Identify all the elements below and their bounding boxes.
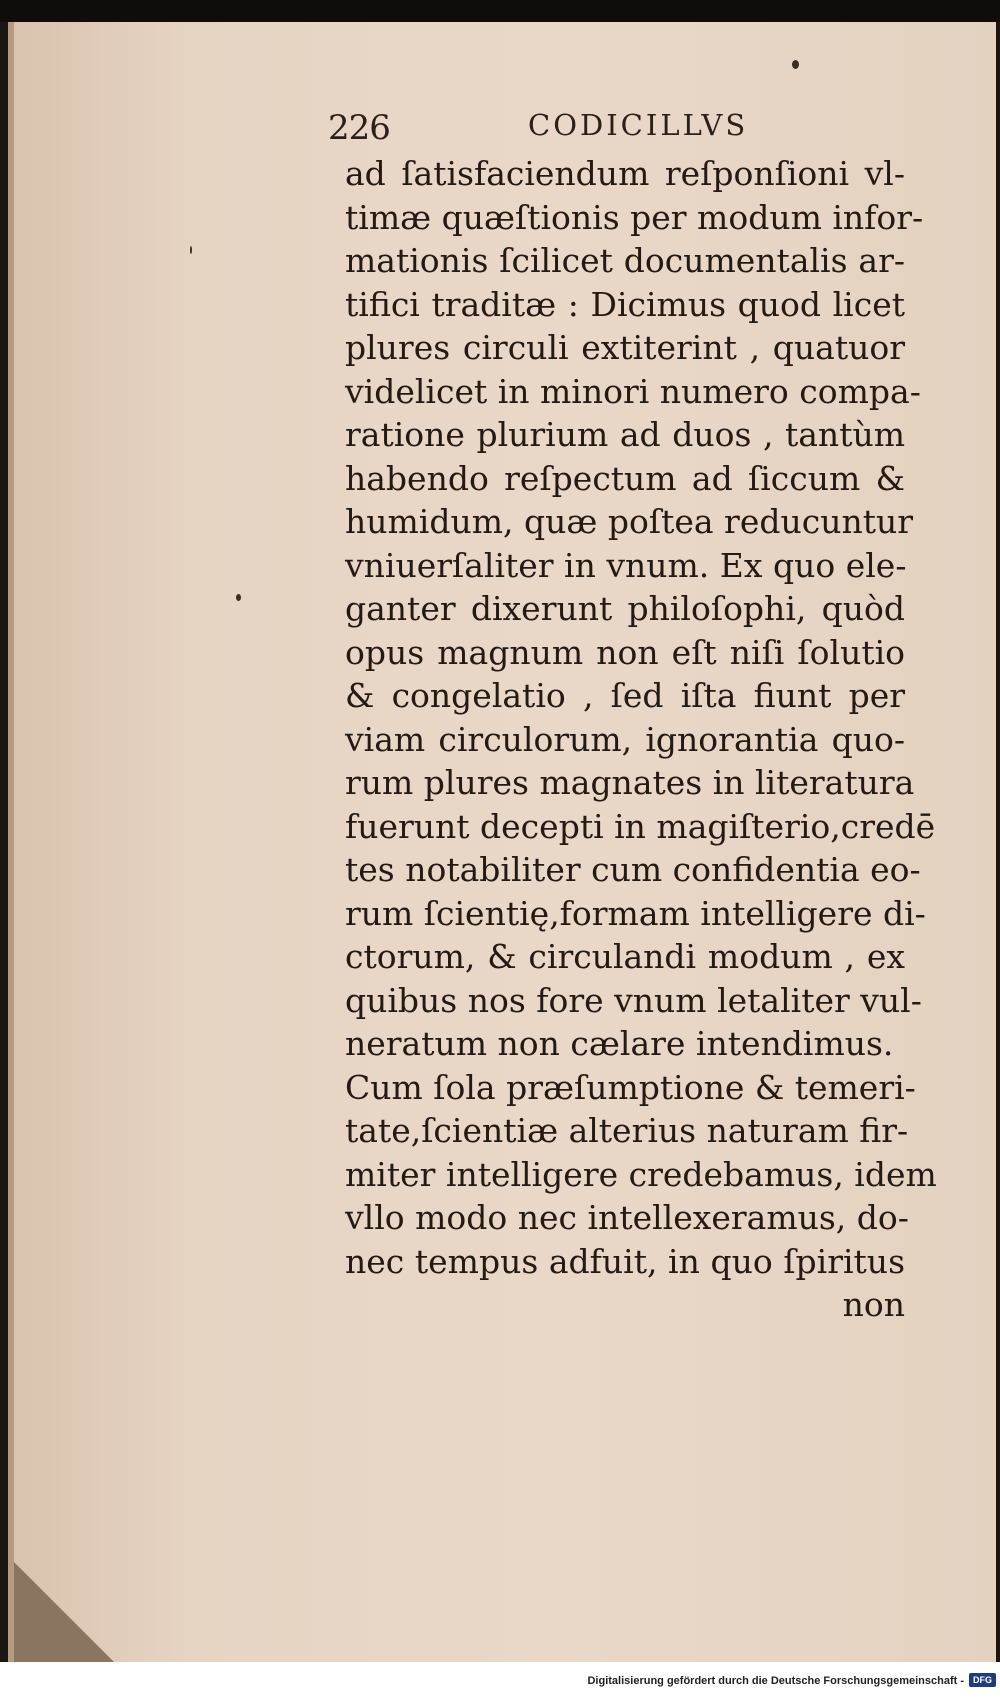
text-line: ganter dixerunt philoſophi, quòd [345, 589, 905, 628]
text-line: mationis ſcilicet documentalis ar- [345, 241, 905, 280]
text-line: neratum non cælare intendimus. [345, 1024, 894, 1063]
text-line: tes notabiliter cum confidentia eo- [345, 850, 921, 889]
text-line: quibus nos fore vnum letaliter vul- [345, 980, 922, 1020]
page-speck [792, 60, 799, 69]
text-line: viam circulorum, ignorantia quo- [345, 719, 905, 759]
body-text [345, 152, 937, 1327]
text-line: & congelatio , ſed iſta fiunt per [345, 676, 905, 715]
text-line: ratione plurium ad duos , tantùm [345, 415, 905, 454]
text-line: plures circuli extiterint , quatuor [345, 328, 905, 367]
text-line: tifici traditæ : Dicimus quod licet [345, 284, 905, 324]
text-line: videlicet in minori numero compa- [345, 371, 921, 411]
text-line: vllo modo nec intellexeramus, do- [345, 1198, 909, 1237]
text-line: rum ſcientię,formam intelligere di- [345, 893, 926, 933]
digitization-footer [0, 1662, 1000, 1701]
dfg-logo: DFG [969, 1673, 996, 1687]
text-line: miter intelligere credebamus, idem [345, 1154, 937, 1194]
page-speck [190, 246, 192, 254]
text-line: fuerunt decepti in magiſterio,credē [345, 806, 936, 846]
text-line: Cum ſola præſumptione & temeri- [345, 1067, 916, 1107]
text-line: humidum, quæ poſtea reducuntur [345, 502, 914, 541]
text-line: ctorum, & circulandi modum , ex [345, 937, 905, 976]
page-number: 226 [328, 108, 390, 148]
text-line: rum plures magnates in literatura [345, 763, 915, 802]
running-head [328, 92, 888, 152]
page-speck [236, 594, 241, 601]
text-line: habendo reſpectum ad ſiccum & [345, 458, 905, 498]
text-line: tate,ſcientiæ alterius naturam fir- [345, 1111, 909, 1150]
text-line: vniuerſaliter in vnum. Ex quo ele- [345, 545, 907, 585]
catchword: non [842, 1285, 905, 1324]
running-title: CODICILLVS [528, 108, 749, 142]
text-line: opus magnum non eſt niſi ſolutio [345, 632, 905, 672]
funding-credit: Digitalisierung gefördert durch die Deutsche Forschungsgemeinschaft - [587, 1675, 964, 1687]
text-line: timæ quæſtionis per modum infor- [345, 197, 924, 237]
text-line: nec tempus adfuit, in quo ſpiritus [345, 1241, 905, 1281]
scan-top-edge [0, 0, 1000, 22]
text-line: ad ſatisfaciendum reſponſioni vl- [345, 154, 905, 193]
page-corner-fold [14, 1562, 114, 1662]
